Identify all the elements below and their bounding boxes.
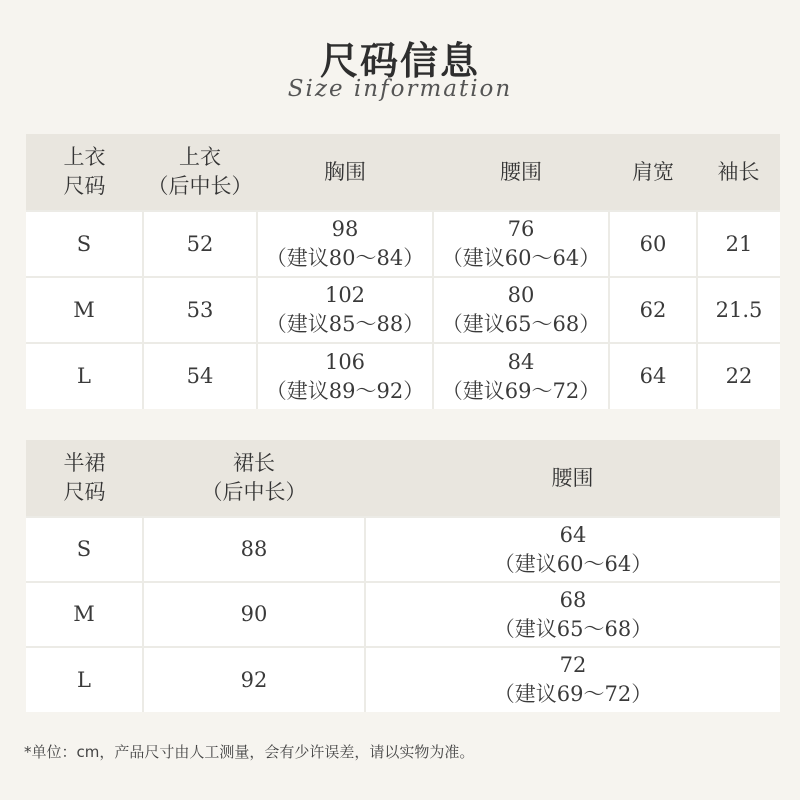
- cell-sleeve: 21: [697, 211, 780, 277]
- table-row: [26, 517, 780, 582]
- table-row: [26, 343, 780, 409]
- header-skirt-waist: 腰围: [365, 440, 780, 517]
- cell-note: （建议69～72）: [441, 378, 601, 403]
- cell-size: S: [26, 517, 143, 582]
- cell-value: 80: [507, 283, 535, 307]
- cell-value: 68: [559, 587, 587, 612]
- cell-value: 72: [559, 653, 587, 677]
- cell-shoulder: 64: [609, 343, 697, 409]
- header-top-length: [143, 134, 257, 211]
- cell-value: 84: [507, 349, 535, 374]
- table-row: [26, 647, 780, 712]
- cell-waist: [433, 211, 609, 277]
- cell-note: （建议85～88）: [265, 312, 425, 336]
- header-line: 尺码: [63, 174, 106, 198]
- header-line: 尺码: [63, 480, 106, 504]
- cell-length: 90: [143, 582, 365, 647]
- header-line: 裙长: [233, 451, 275, 475]
- header-skirt-size: [26, 440, 143, 517]
- cell-waist: [365, 582, 780, 647]
- top-size-table: [26, 134, 780, 409]
- page-title: 尺码信息: [319, 39, 480, 83]
- cell-chest: [257, 277, 433, 343]
- cell-size: L: [26, 647, 143, 712]
- cell-note: （建议69～72）: [493, 682, 653, 706]
- cell-shoulder: 60: [609, 211, 697, 277]
- header-line: 上衣: [63, 145, 106, 169]
- table-row: [26, 277, 780, 343]
- cell-length: 53: [143, 277, 257, 343]
- header-line: （后中长）: [201, 480, 307, 504]
- header-shoulder: 肩宽: [609, 134, 697, 211]
- cell-length: 92: [143, 647, 365, 712]
- cell-waist: [433, 343, 609, 409]
- footnote: *单位：cm，产品尺寸由人工测量，会有少许误差，请以实物为准。: [24, 743, 475, 761]
- table-header-row: [26, 440, 780, 517]
- cell-value: 76: [507, 217, 535, 241]
- cell-waist: [365, 517, 780, 582]
- cell-value: 64: [559, 522, 587, 547]
- header-sleeve: 袖长: [697, 134, 780, 211]
- cell-note: （建议65～68）: [441, 312, 601, 336]
- header-chest: 胸围: [257, 134, 433, 211]
- cell-size: M: [26, 582, 143, 647]
- cell-note: （建议89～92）: [265, 378, 425, 403]
- cell-size: S: [26, 211, 143, 277]
- table-row: [26, 582, 780, 647]
- cell-value: 98: [331, 217, 359, 241]
- cell-note: （建议65～68）: [493, 616, 653, 641]
- cell-sleeve: 21.5: [697, 277, 780, 343]
- cell-note: （建议60～64）: [493, 551, 653, 576]
- cell-length: 52: [143, 211, 257, 277]
- table-row: [26, 211, 780, 277]
- cell-value: 106: [324, 349, 366, 374]
- cell-waist: [365, 647, 780, 712]
- cell-waist: [433, 277, 609, 343]
- header-line: 半裙: [63, 451, 106, 475]
- header-top-size: [26, 134, 143, 211]
- cell-size: L: [26, 343, 143, 409]
- cell-chest: [257, 343, 433, 409]
- cell-size: M: [26, 277, 143, 343]
- cell-length: 88: [143, 517, 365, 582]
- cell-shoulder: 62: [609, 277, 697, 343]
- skirt-size-table: [26, 440, 780, 712]
- cell-note: （建议80～84）: [265, 246, 425, 270]
- header-line: （后中长）: [147, 174, 253, 198]
- page-subtitle: Size information: [287, 76, 513, 102]
- table-header-row: [26, 134, 780, 211]
- cell-value: 102: [324, 283, 366, 307]
- cell-length: 54: [143, 343, 257, 409]
- cell-chest: [257, 211, 433, 277]
- cell-note: （建议60～64）: [441, 246, 601, 270]
- cell-sleeve: 22: [697, 343, 780, 409]
- header-line: 上衣: [179, 145, 221, 169]
- header-waist: 腰围: [433, 134, 609, 211]
- header-skirt-length: [143, 440, 365, 517]
